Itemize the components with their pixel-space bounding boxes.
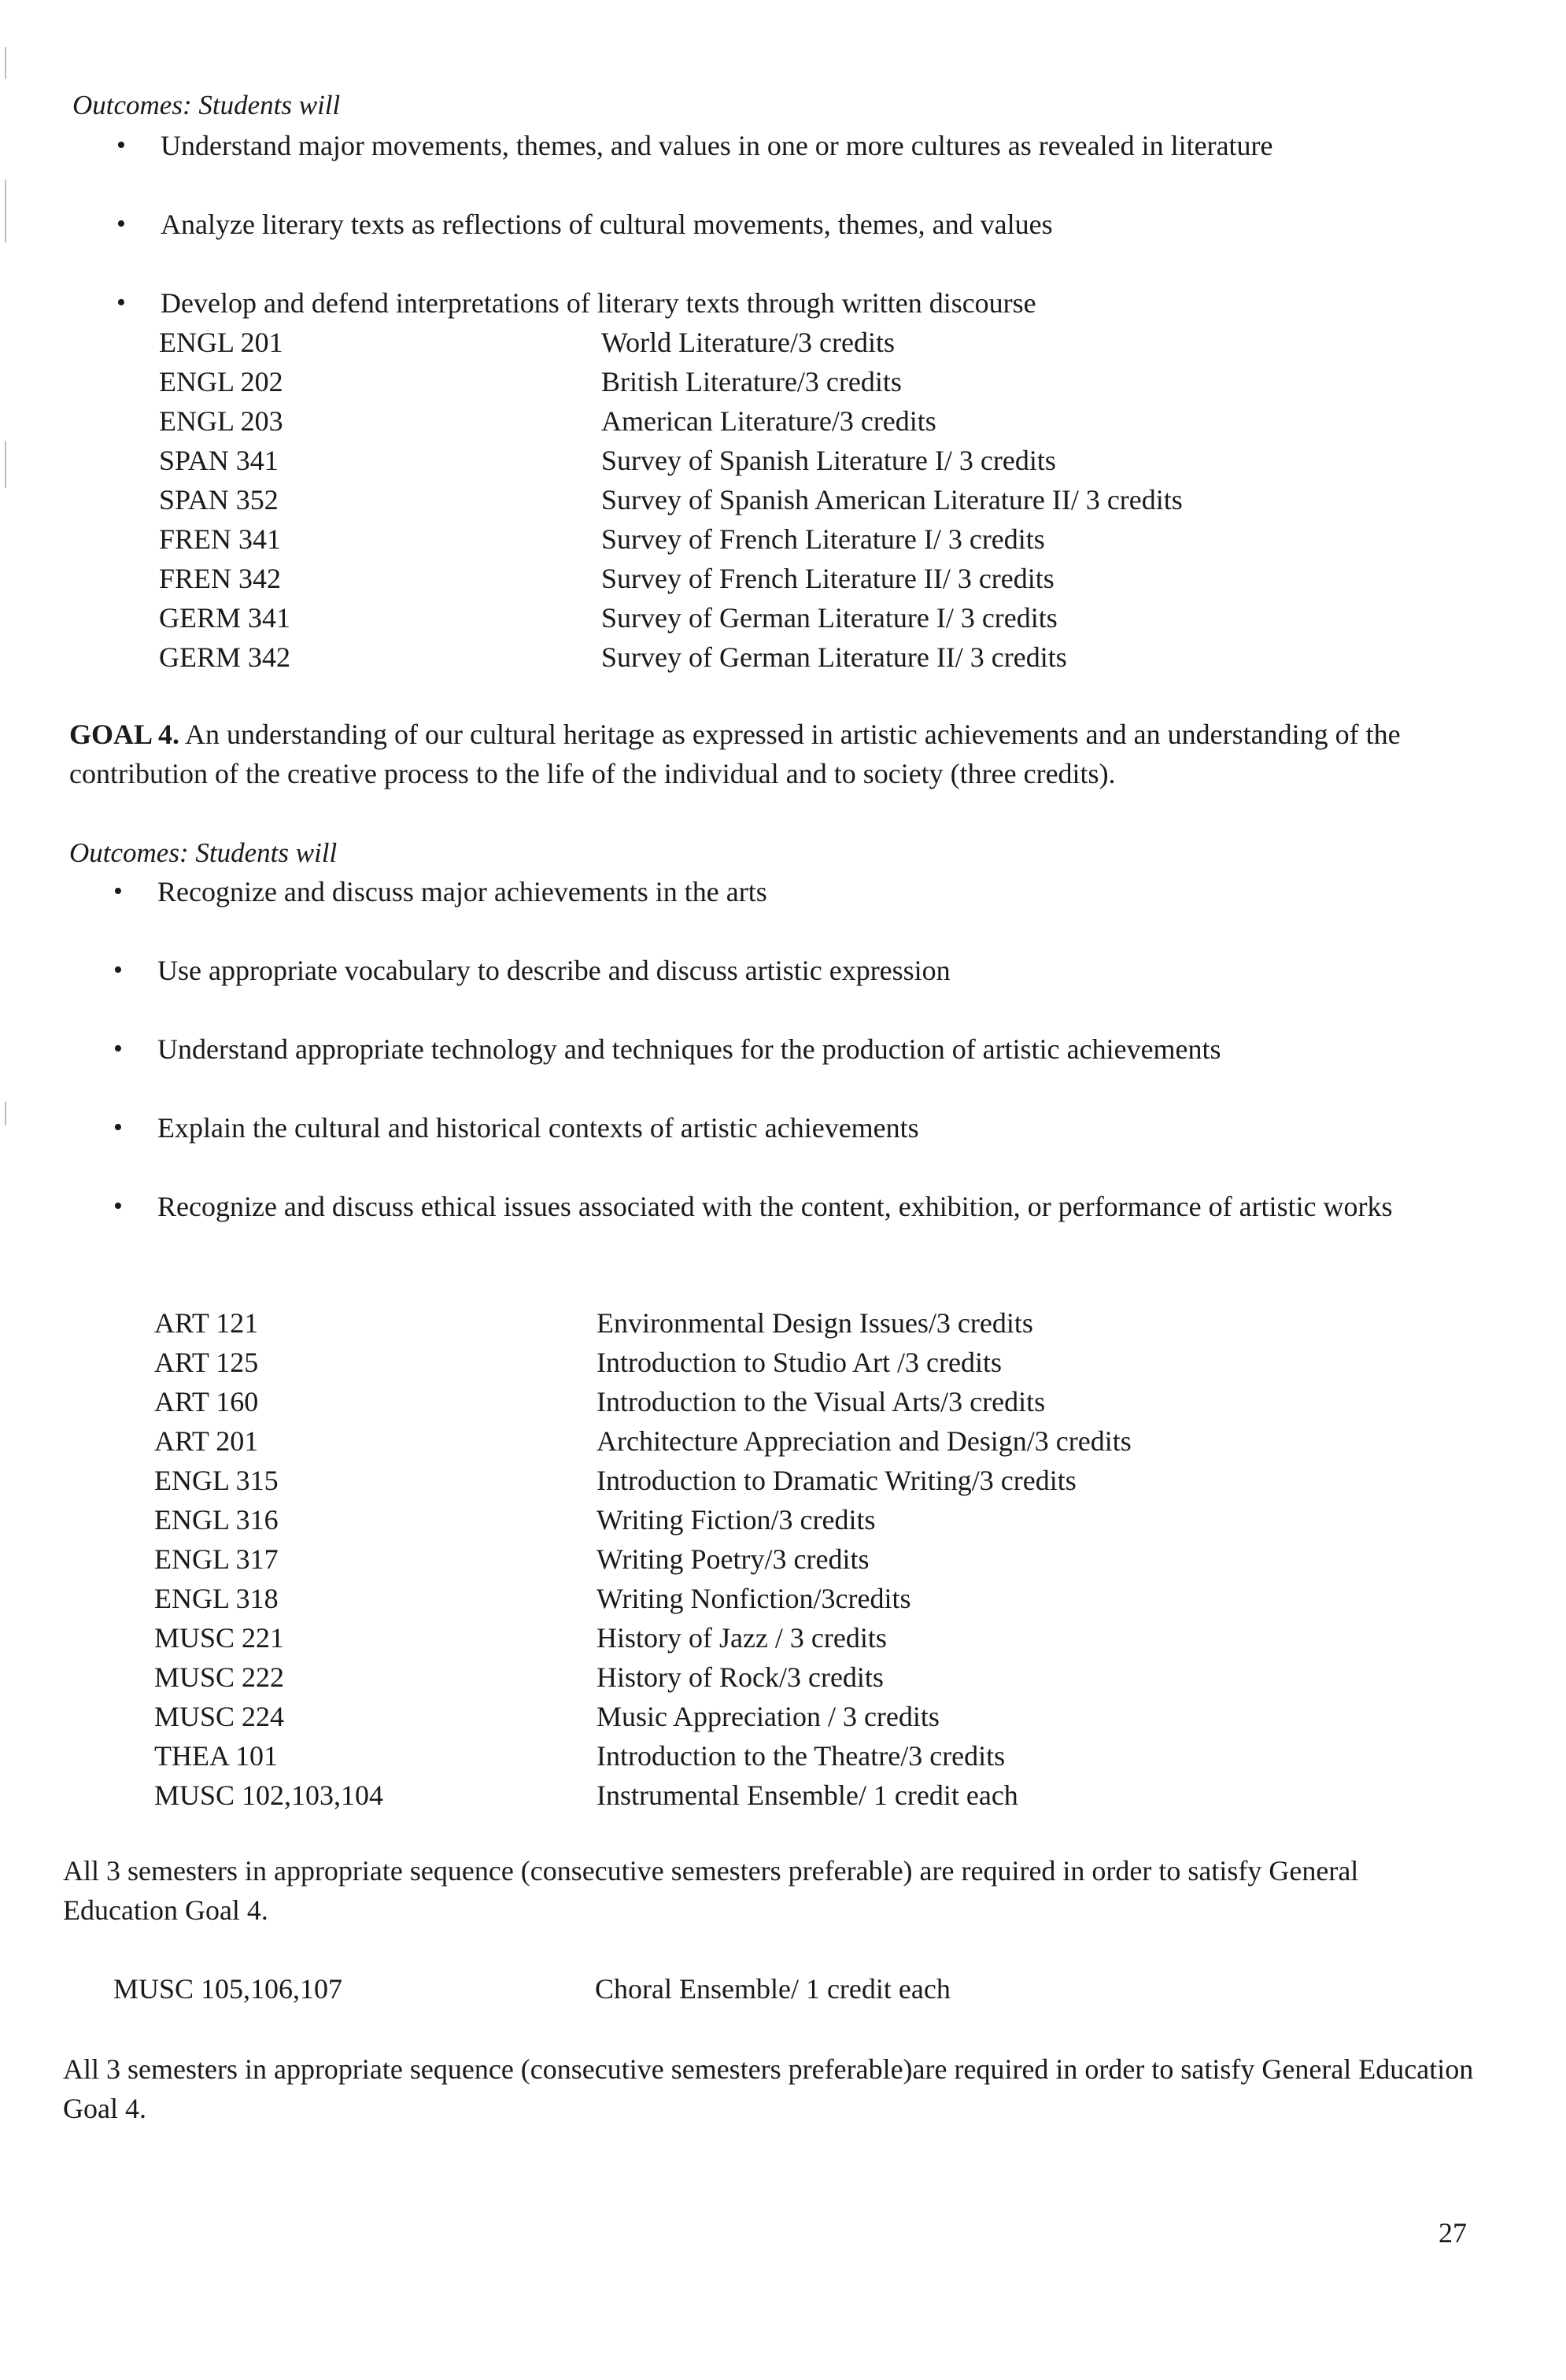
course-code: FREN 342: [159, 563, 282, 594]
course-title: Survey of Spanish American Literature II/ 3 credits: [601, 484, 1183, 516]
goal-paragraph: [69, 715, 1486, 793]
table-row: [154, 1461, 1335, 1500]
course-table: [159, 323, 1339, 677]
list-item: • Explain the cultural and historical contexts of artistic achievements: [113, 1108, 1483, 1187]
table-row: [154, 1343, 1335, 1382]
course-code: ART 160: [154, 1386, 259, 1417]
course-title: Writing Fiction/3 credits: [596, 1504, 876, 1536]
course-code: ENGL 202: [159, 366, 283, 397]
course-code: MUSC 222: [154, 1661, 285, 1693]
course-title: Writing Nonfiction/3credits: [596, 1583, 911, 1614]
table-row: [154, 1303, 1335, 1343]
scan-mark: [5, 179, 6, 242]
table-row: [113, 1969, 1215, 2009]
course-code: GERM 342: [159, 641, 291, 673]
course-table: [154, 1303, 1335, 1815]
list-item: • Recognize and discuss major achievements in the arts: [113, 872, 1483, 951]
course-title: Instrumental Ensemble/ 1 credit each: [596, 1779, 1018, 1811]
course-code: THEA 101: [154, 1740, 278, 1772]
course-code: SPAN 341: [159, 445, 279, 476]
table-row: [159, 519, 1339, 559]
goal-text: An understanding of our cultural heritage as expressed in artistic achievements and an understanding of the contribution of the creative process to the life of the individual and to society (three credits).: [69, 719, 1401, 789]
table-row: [159, 559, 1339, 598]
course-title: Choral Ensemble/ 1 credit each: [595, 1973, 951, 2005]
table-row: [159, 441, 1339, 480]
course-title: Survey of French Literature II/ 3 credits: [601, 563, 1054, 594]
course-code: ENGL 201: [159, 327, 283, 358]
table-row: [159, 401, 1339, 441]
table-row: [159, 362, 1339, 401]
table-row: [159, 480, 1339, 519]
course-title: History of Jazz / 3 credits: [596, 1622, 887, 1654]
course-code: FREN 341: [159, 523, 282, 555]
table-row: [159, 323, 1339, 362]
course-code: ENGL 203: [159, 405, 283, 437]
requirement-note: All 3 semesters in appropriate sequence (consecutive semesters preferable)are required in order to satisfy General Education Goal 4.: [63, 2053, 1474, 2124]
table-row: [154, 1658, 1335, 1697]
course-code: ART 201: [154, 1425, 259, 1457]
course-title: Writing Poetry/3 credits: [596, 1543, 870, 1575]
scan-mark: [5, 47, 6, 79]
outcomes-list: [113, 872, 1483, 1226]
course-title: Architecture Appreciation and Design/3 credits: [596, 1425, 1132, 1457]
scan-mark: [5, 441, 6, 488]
course-code: GERM 341: [159, 602, 291, 634]
course-title: Introduction to Dramatic Writing/3 credits: [596, 1465, 1077, 1496]
table-row: [154, 1539, 1335, 1579]
table-row: [154, 1421, 1335, 1461]
table-row: [154, 1579, 1335, 1618]
table-row: [154, 1500, 1335, 1539]
outcomes-list: [116, 126, 1470, 323]
course-code: ENGL 318: [154, 1583, 279, 1614]
course-code: ENGL 315: [154, 1465, 279, 1496]
list-item: • Use appropriate vocabulary to describe and discuss artistic expression: [113, 951, 1483, 1029]
course-code: ART 125: [154, 1347, 259, 1378]
outcomes-heading: Outcomes: Students will: [72, 90, 341, 120]
goal-label: GOAL 4.: [69, 719, 180, 750]
outcomes-heading: Outcomes: Students will: [69, 837, 338, 868]
course-title: World Literature/3 credits: [601, 327, 895, 358]
course-title: Survey of French Literature I/ 3 credits: [601, 523, 1045, 555]
course-title: Survey of German Literature I/ 3 credits: [601, 602, 1058, 634]
list-item: • Understand major movements, themes, and values in one or more cultures as revealed in literature: [116, 126, 1470, 205]
course-title: Music Appreciation / 3 credits: [596, 1701, 940, 1732]
course-code: MUSC 224: [154, 1701, 285, 1732]
list-item: • Understand appropriate technology and techniques for the production of artistic achievements: [113, 1029, 1483, 1108]
page-number: 27: [1439, 2217, 1467, 2249]
requirement-note: All 3 semesters in appropriate sequence (consecutive semesters preferable) are required in order to satisfy General Education Goal 4.: [63, 1855, 1359, 1926]
course-code: MUSC 102,103,104: [154, 1779, 384, 1811]
list-item: • Develop and defend interpretations of literary texts through written discourse: [116, 283, 1470, 323]
table-row: [159, 638, 1339, 677]
course-code: ENGL 316: [154, 1504, 279, 1536]
table-row: [154, 1618, 1335, 1658]
list-item: • Analyze literary texts as reflections of cultural movements, themes, and values: [116, 205, 1470, 283]
course-title: Introduction to the Theatre/3 credits: [596, 1740, 1006, 1772]
course-title: Environmental Design Issues/3 credits: [596, 1307, 1033, 1339]
table-row: [154, 1736, 1335, 1776]
course-title: Survey of German Literature II/ 3 credits: [601, 641, 1067, 673]
course-code: ENGL 317: [154, 1543, 279, 1575]
course-code: ART 121: [154, 1307, 259, 1339]
course-code: MUSC 105,106,107: [113, 1973, 343, 2005]
course-title: Survey of Spanish Literature I/ 3 credits: [601, 445, 1056, 476]
course-title: History of Rock/3 credits: [596, 1661, 884, 1693]
course-code: MUSC 221: [154, 1622, 285, 1654]
table-row: [154, 1776, 1335, 1815]
course-title: Introduction to Studio Art /3 credits: [596, 1347, 1002, 1378]
course-title: American Literature/3 credits: [601, 405, 936, 437]
table-row: [154, 1697, 1335, 1736]
table-row: [159, 598, 1339, 638]
course-title: British Literature/3 credits: [601, 366, 902, 397]
list-item: • Recognize and discuss ethical issues associated with the content, exhibition, or performance of artistic works: [113, 1187, 1483, 1226]
course-title: Introduction to the Visual Arts/3 credits: [596, 1386, 1046, 1417]
table-row: [154, 1382, 1335, 1421]
scan-mark: [5, 1102, 6, 1125]
course-code: SPAN 352: [159, 484, 279, 516]
